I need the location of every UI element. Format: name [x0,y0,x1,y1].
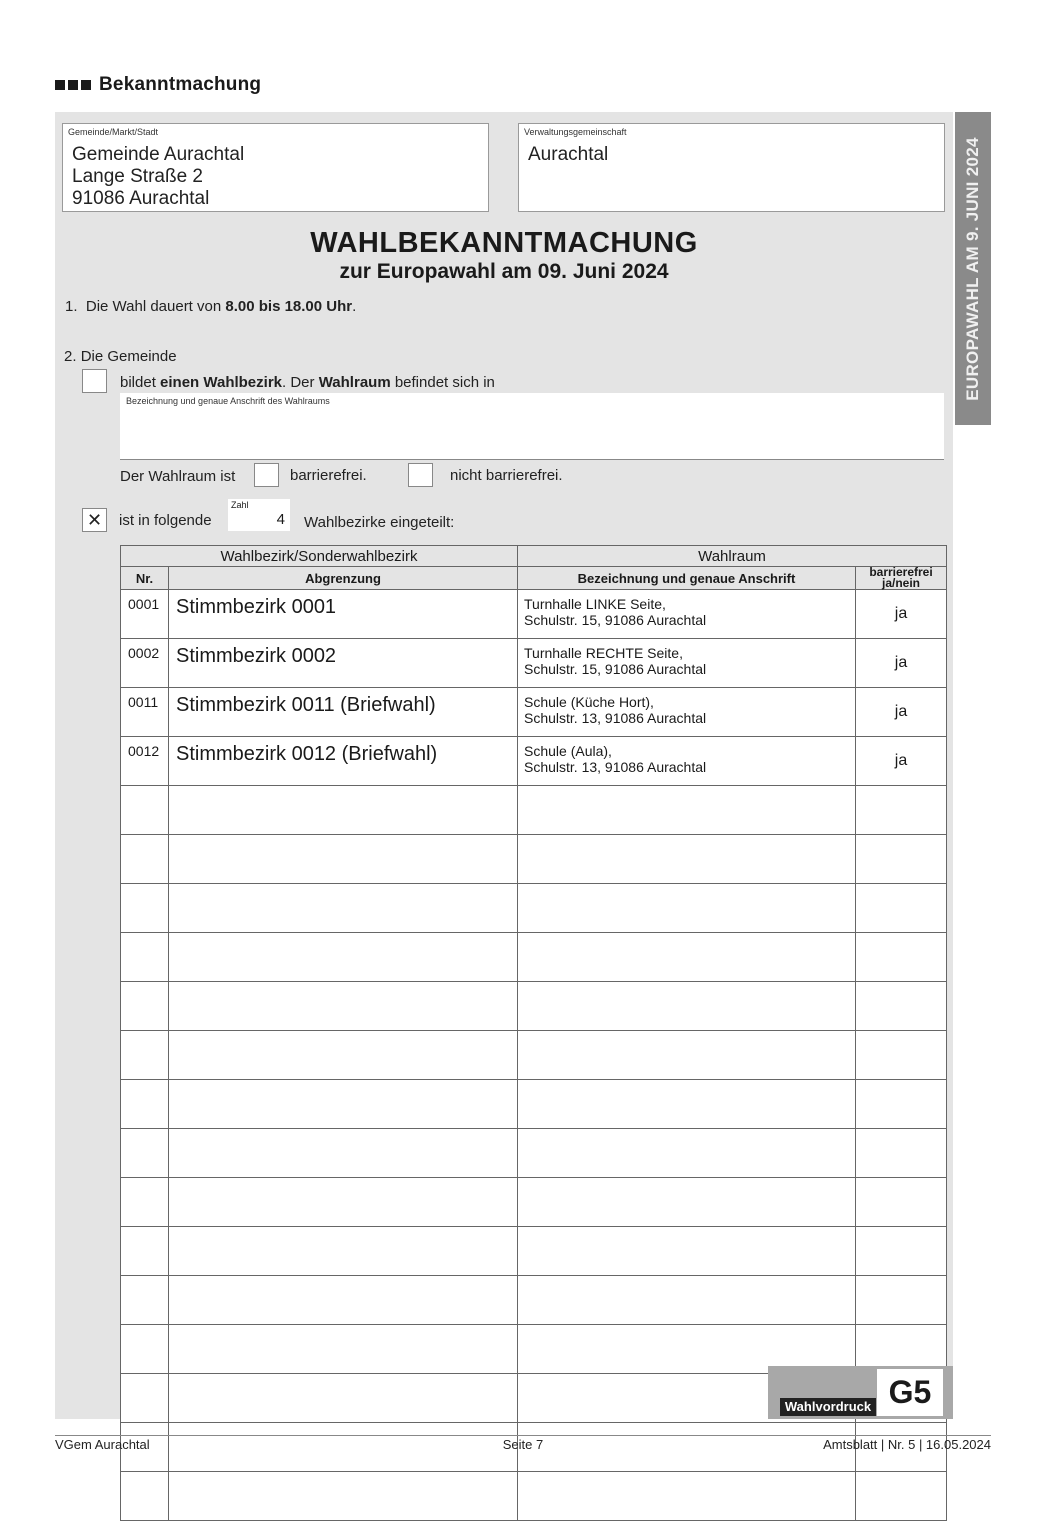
cell-nr [121,786,169,835]
cell-wahlraum-text: Turnhalle RECHTE Seite, [524,645,683,661]
municipality-city: 91086 Aurachtal [72,188,210,209]
cell-abgrenzung [169,835,518,884]
cell-barrierefrei [856,1031,947,1080]
cell-barrierefrei [856,590,947,639]
form-id-label: Wahlvordruck [780,1398,876,1416]
cell-barrierefrei [856,1080,947,1129]
col-header-barrierefrei-line2: ja/nein [882,576,921,590]
cell-nr [121,737,169,786]
table-row [121,1227,947,1276]
table-row [121,1178,947,1227]
cell-wahlraum-text: Schule (Aula), [524,743,612,759]
cell-wahlraum [518,786,856,835]
cell-abgrenzung [169,1472,518,1521]
cell-wahlraum-text: Schule (Küche Hort), [524,694,654,710]
cell-wahlraum-text: Schulstr. 15, 91086 Aurachtal [524,612,707,628]
cell-nr [121,1227,169,1276]
cell-wahlraum-text: Schulstr. 15, 91086 Aurachtal [524,661,707,677]
cell-barrierefrei [856,884,947,933]
cell-wahlraum [518,1031,856,1080]
municipality-label: Gemeinde/Markt/Stadt [68,127,159,137]
cell-abgrenzung [169,1374,518,1423]
cell-barrierefrei [856,737,947,786]
cell-barrierefrei [856,1178,947,1227]
multi-district-checkbox[interactable] [82,508,107,532]
form-id-code: G5 [877,1369,943,1416]
cell-nr [121,1276,169,1325]
group-header-district: Wahlbezirk/Sonderwahlbezirk [121,546,518,567]
single-district-text [120,374,495,391]
item-1-hours: 8.00 bis 18.00 Uhr [225,298,353,315]
cell-abgrenzung [169,1129,518,1178]
cell-barrierefrei [856,1227,947,1276]
single-text-2: . Der [282,374,319,391]
cell-wahlraum [518,933,856,982]
cell-nr [121,1031,169,1080]
table-row [121,688,947,737]
table-row [121,590,947,639]
footer-left: VGem Aurachtal [55,1437,150,1452]
col-header-anschrift: Bezeichnung und genaue Anschrift [518,567,856,590]
table-row [121,835,947,884]
cell-nr [121,982,169,1031]
cell-nr [121,1178,169,1227]
cell-abgrenzung [169,1080,518,1129]
cell-abgrenzung-text: Stimmbezirk 0012 (Briefwahl) [176,743,438,765]
cell-barrierefrei-text: ja [894,654,908,671]
single-district-checkbox[interactable] [82,369,107,393]
item-1-text: Die Wahl dauert von [85,298,226,315]
item-2 [64,348,177,365]
municipality-street: Lange Straße 2 [72,166,203,187]
cell-abgrenzung [169,884,518,933]
cell-nr-text: 0001 [128,596,160,612]
cell-barrierefrei-text: ja [894,752,908,769]
multi-district-text: ist in folgende [119,512,212,529]
cell-nr [121,1374,169,1423]
check-x-icon: ✕ [86,510,103,530]
table-row [121,639,947,688]
table-row [121,982,947,1031]
cell-abgrenzung [169,786,518,835]
district-count-label: Zahl [231,500,249,510]
cell-nr [121,933,169,982]
cell-barrierefrei [856,982,947,1031]
not-accessible-label: nicht barrierefrei. [450,467,563,484]
cell-abgrenzung [169,933,518,982]
cell-abgrenzung [169,1178,518,1227]
cell-nr [121,1472,169,1521]
cell-abgrenzung [169,1031,518,1080]
cell-abgrenzung [169,1276,518,1325]
cell-abgrenzung [169,737,518,786]
col-header-barrierefrei-line1: barrierefrei [869,565,933,579]
cell-wahlraum [518,1080,856,1129]
admin-value: Aurachtal [528,144,609,165]
cell-wahlraum [518,737,856,786]
cell-wahlraum [518,1276,856,1325]
table-row [121,1129,947,1178]
accessible-label: barrierefrei. [290,467,367,484]
group-header-room: Wahlraum [518,546,947,567]
cell-nr [121,639,169,688]
side-tab-label: EUROPAWAHL AM 9. JUNI 2024 [963,136,982,401]
cell-barrierefrei [856,639,947,688]
item-1-end: . [352,298,357,315]
cell-wahlraum [518,1227,856,1276]
cell-abgrenzung-text: Stimmbezirk 0011 (Briefwahl) [176,694,436,716]
cell-wahlraum [518,884,856,933]
section-header [55,74,261,96]
table-row [121,786,947,835]
multi-district-text-end: Wahlbezirke eingeteilt: [304,514,455,531]
cell-barrierefrei [856,835,947,884]
col-header-nr: Nr. [121,567,169,590]
cell-wahlraum [518,1178,856,1227]
cell-barrierefrei [856,1276,947,1325]
cell-nr [121,590,169,639]
district-count-value: 4 [276,511,285,528]
table-row [121,1472,947,1521]
cell-nr [121,835,169,884]
polling-room-field-label: Bezeichnung und genaue Anschrift des Wahlraums [126,396,330,406]
table-row [121,737,947,786]
accessibility-prefix: Der Wahlraum ist [120,468,236,485]
accessible-checkbox[interactable] [254,463,279,487]
cell-barrierefrei [856,1129,947,1178]
single-bold-1: einen Wahlbezirk [160,374,283,391]
cell-nr-text: 0012 [128,743,160,759]
single-text-3: befindet sich in [390,374,495,391]
col-header-abgrenzung: Abgrenzung [169,567,518,590]
side-tab [955,112,991,425]
cell-abgrenzung-text: Stimmbezirk 0001 [176,596,337,618]
cell-wahlraum-text: Turnhalle LINKE Seite, [524,596,666,612]
admin-box [518,123,945,212]
item-1 [65,298,356,315]
item-2-number: 2. [64,348,77,365]
not-accessible-checkbox[interactable] [408,463,433,487]
cell-wahlraum [518,688,856,737]
cell-wahlraum [518,982,856,1031]
section-title: Bekanntmachung [99,74,262,95]
cell-abgrenzung [169,639,518,688]
municipality-box [62,123,489,212]
cell-wahlraum [518,1129,856,1178]
page-title: WAHLBEKANNTMACHUNG [310,227,698,259]
cell-barrierefrei-text: ja [894,605,908,622]
cell-abgrenzung [169,1227,518,1276]
cell-nr-text: 0011 [128,694,159,710]
cell-wahlraum [518,835,856,884]
cell-wahlraum [518,1472,856,1521]
single-text-1: bildet [120,374,161,391]
cell-nr [121,1325,169,1374]
single-bold-2: Wahlraum [318,374,391,391]
table-row [121,1276,947,1325]
cell-barrierefrei-text: ja [894,703,908,720]
header-squares-icon [55,80,91,90]
page-subtitle: zur Europawahl am 09. Juni 2024 [339,260,669,283]
cell-abgrenzung [169,982,518,1031]
item-1-number: 1. [65,298,78,315]
polling-room-field[interactable] [120,393,944,460]
cell-abgrenzung-text: Stimmbezirk 0002 [176,645,337,667]
admin-label: Verwaltungsgemeinschaft [524,127,627,137]
cell-barrierefrei [856,688,947,737]
col-header-barrierefrei [856,567,947,590]
district-count-field[interactable] [228,499,290,531]
cell-wahlraum [518,639,856,688]
table-row [121,1031,947,1080]
cell-barrierefrei [856,933,947,982]
table-row [121,933,947,982]
table-row [121,884,947,933]
cell-nr [121,1080,169,1129]
municipality-name: Gemeinde Aurachtal [72,144,245,165]
cell-nr [121,1129,169,1178]
cell-barrierefrei [856,786,947,835]
cell-wahlraum-text: Schulstr. 13, 91086 Aurachtal [524,759,707,775]
cell-nr [121,688,169,737]
footer-right: Amtsblatt | Nr. 5 | 16.05.2024 [823,1437,991,1452]
cell-abgrenzung [169,688,518,737]
table-row [121,1080,947,1129]
cell-abgrenzung [169,1325,518,1374]
cell-wahlraum [518,590,856,639]
footer-center: Seite 7 [502,1437,544,1452]
cell-wahlraum-text: Schulstr. 13, 91086 Aurachtal [524,710,707,726]
cell-barrierefrei [856,1472,947,1521]
cell-nr-text: 0002 [128,645,160,661]
item-2-intro: Die Gemeinde [80,348,177,365]
cell-nr [121,884,169,933]
cell-abgrenzung [169,590,518,639]
footer-divider [55,1435,991,1436]
